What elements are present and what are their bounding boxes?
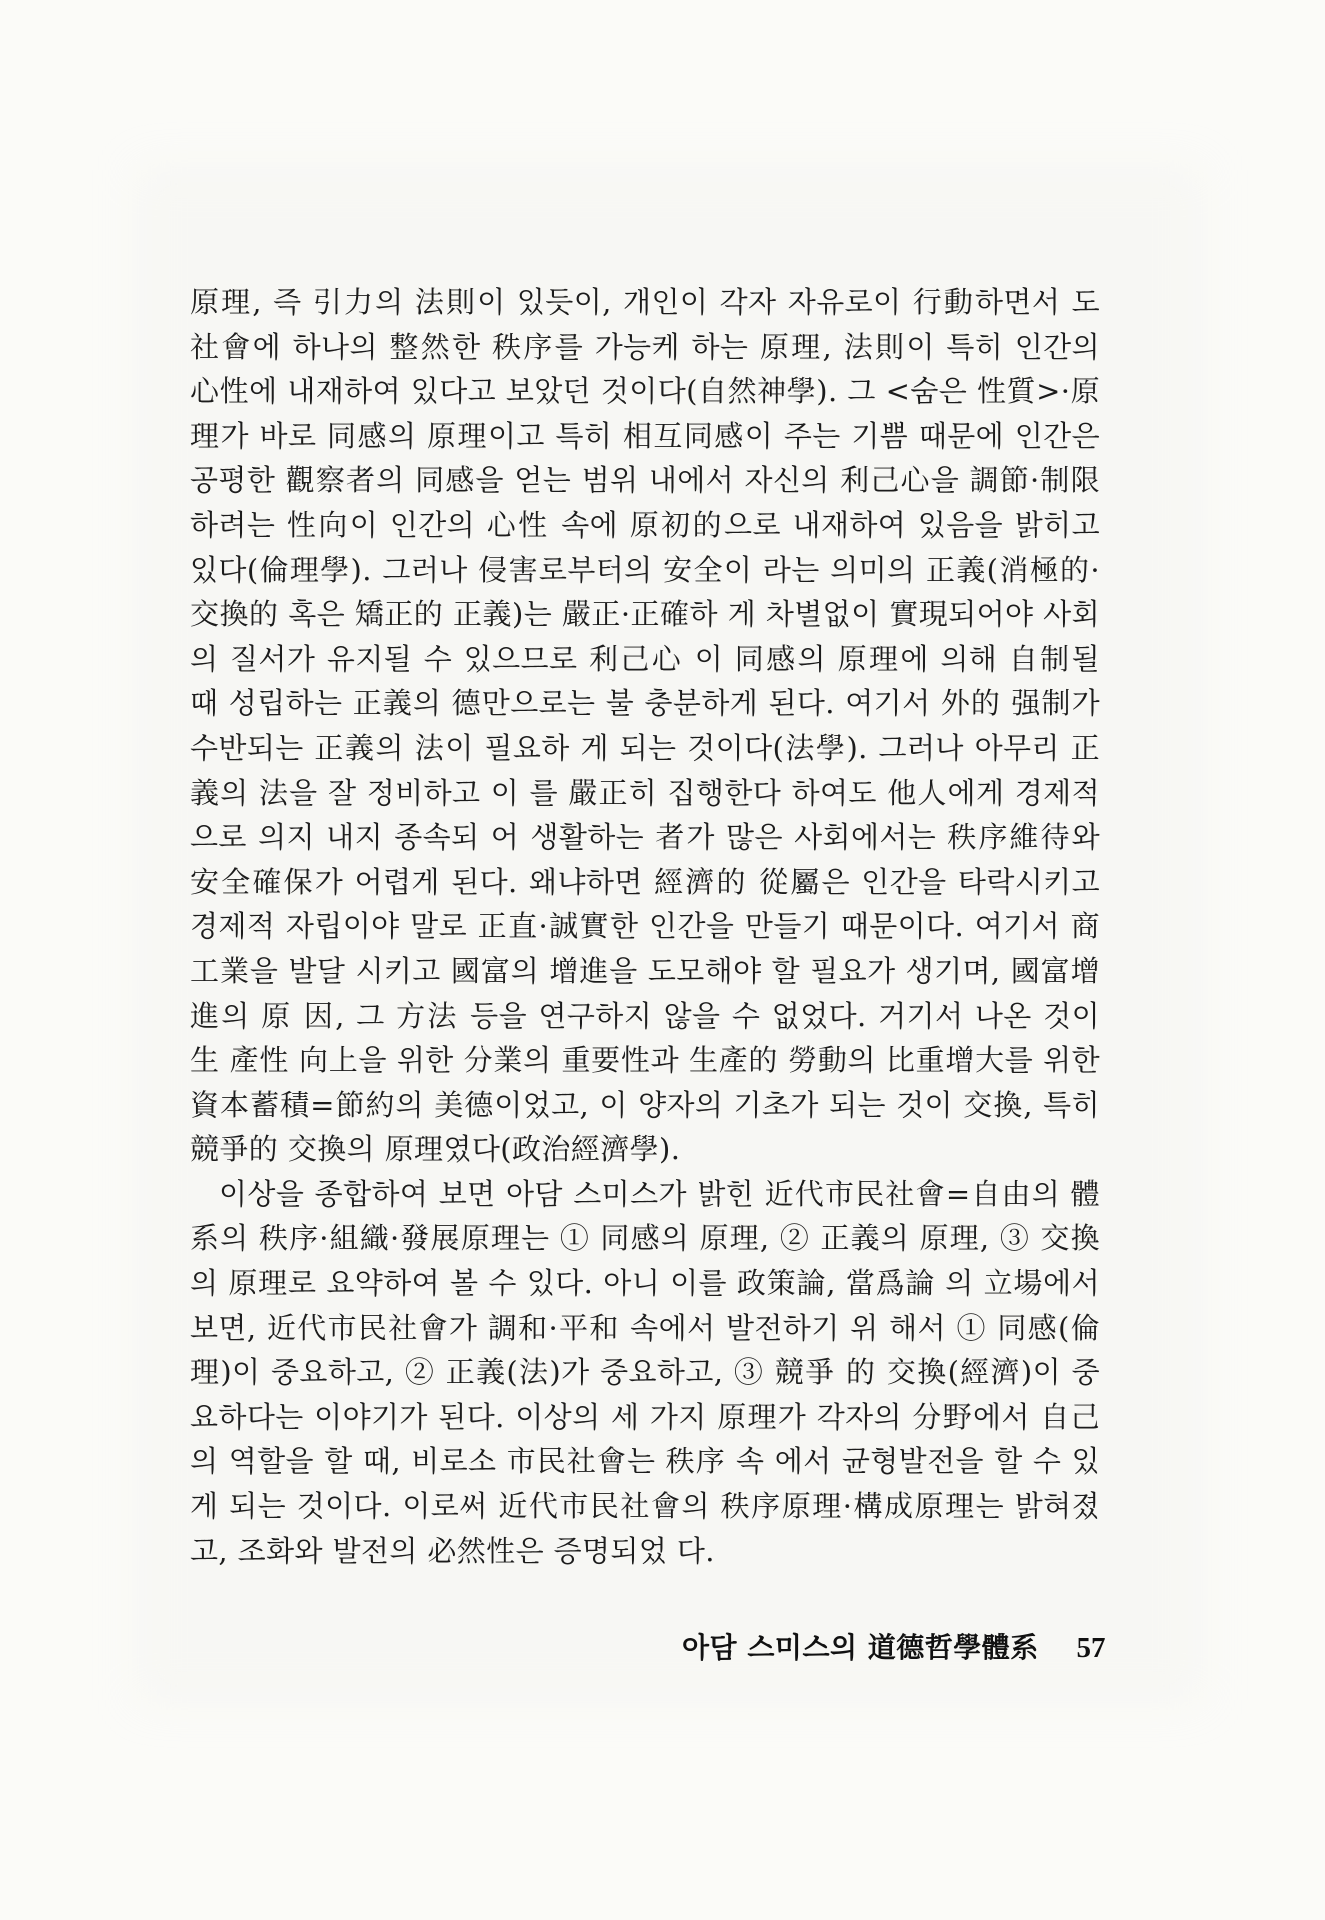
paragraph-1: 原理, 즉 引力의 法則이 있듯이, 개인이 각자 자유로이 行動하면서 도 社會에 하나의 整然한 秩序를 가능케 하는 原理, 法則이 특히 인간의 心性에 내재하여 있다고 보았던 것이다(自然神學). 그 <숨은 性質>·原理가 바로 同感의 原理이고 특히 相互同感이 주는 기쁨 때문에 인간은 공평한 觀察者의 同感을 얻는 범위 내에서 자신의 利己心을 調節·制限하려는 性向이 인간의 心性 속에 原初的으로 내재하여 있음을 밝히고 있다(倫理學). 그러나 侵害로부터의 安全이 라는 의미의 正義(消極的·交換的 혹은 矯正的 正義)는 嚴正·正確하 게 차별없이 實現되어야 사회의 질서가 유지될 수 있으므로 利己心 이 同感의 原理에 의해 自制될 때 성립하는 正義의 德만으로는 불 충분하게 된다. 여기서 外的 强制가 수반되는 正義의 法이 필요하 게 되는 것이다(法學). 그러나 아무리 正義의 法을 잘 정비하고 이 를 嚴正히 집행한다 하여도 他人에게 경제적으로 의지 내지 종속되 어 생활하는 者가 많은 사회에서는 秩序維待와 安全確保가 어렵게 된다. 왜냐하면 經濟的 從屬은 인간을 타락시키고 경제적 자립이야 말로 正直·誠實한 인간을 만들기 때문이다. 여기서 商工業을 발달 시키고 國富의 增進을 도모해야 할 필요가 생기며, 國富增進의 原 因, 그 方法 등을 연구하지 않을 수 없었다. 거기서 나온 것이 生 產性 向上을 위한 分業의 重要性과 生產的 勞動의 比重增大를 위한 資本蓄積=節約의 美德이었고, 이 양자의 기초가 되는 것이 交換, 특히 競爭的 交換의 原理였다(政治經濟學). — [190, 285, 1100, 1167]
page-footer — [682, 1628, 1112, 1668]
page-number: 57 — [1076, 1632, 1106, 1664]
main-text-block — [190, 280, 1100, 1573]
paragraph-2: 이상을 종합하여 보면 아담 스미스가 밝힌 近代市民社會=自由의 體系의 秩序·組織·發展原理는 ① 同感의 原理, ② 正義의 原理, ③ 交換의 原理로 요약하여 볼 수 있다. 아니 이를 政策論, 當爲論 의 立場에서 보면, 近代市民社會가 調和·平和 속에서 발전하기 위 해서 ① 同感(倫理)이 중요하고, ② 正義(法)가 중요하고, ③ 競爭 的 交換(經濟)이 중요하다는 이야기가 된다. 이상의 세 가지 原理가 각자의 分野에서 自己의 역할을 할 때, 비로소 市民社會는 秩序 속 에서 균형발전을 할 수 있게 되는 것이다. 이로써 近代市民社會의 秩序原理·構成原理는 밝혀졌고, 조화와 발전의 必然性은 증명되었 다. — [190, 1176, 1100, 1568]
running-title: 아담 스미스의 道德哲學體系 — [682, 1631, 1039, 1664]
